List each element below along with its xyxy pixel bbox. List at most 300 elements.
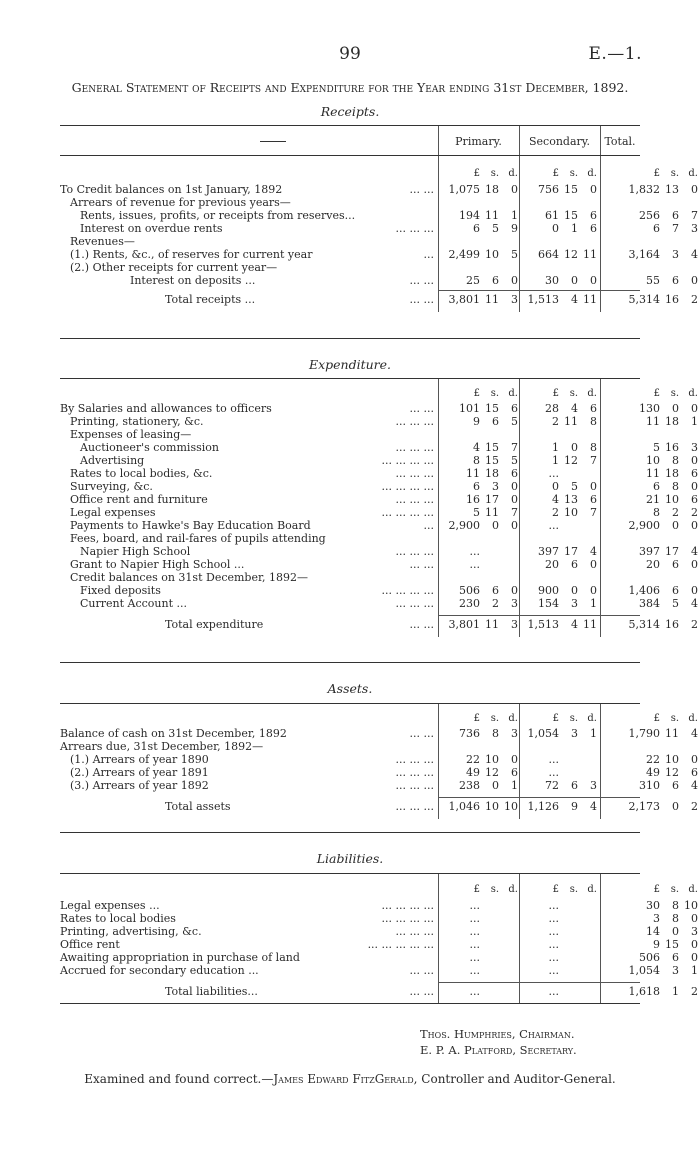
assets-row-total xyxy=(622,727,698,740)
auditor-name: James Edward FitzGerald xyxy=(273,1072,414,1086)
receipts-row-total-s: 7 xyxy=(672,222,679,235)
liabilities-total-primary xyxy=(442,985,518,998)
liabilities-total-total-l: 1,618 xyxy=(628,985,660,998)
expenditure-row-primary-s: 17 xyxy=(485,493,499,506)
liabilities-row-primary xyxy=(442,899,518,912)
expenditure-row-total-l: 2,900 xyxy=(628,519,660,532)
expenditure-row-leader: ... ... ... xyxy=(395,493,434,506)
expenditure-units-primary-pence: d. xyxy=(508,388,518,399)
assets-units-primary-pence: d. xyxy=(508,713,518,724)
receipts-row-primary-l: 25 xyxy=(466,274,480,287)
receipts-row-secondary xyxy=(521,248,597,261)
column-head-rule xyxy=(60,155,640,156)
liabilities-row-secondary-s xyxy=(559,912,578,925)
liabilities-units-total-pence: d. xyxy=(688,884,698,895)
assets-row-primary-s: 10 xyxy=(485,753,499,766)
assets-row-secondary-d: 3 xyxy=(590,779,597,792)
expenditure-row-total-l: 10 xyxy=(646,454,660,467)
assets-row-primary xyxy=(442,779,518,792)
liabilities-row-primary-d xyxy=(499,938,518,951)
assets-row xyxy=(60,727,698,740)
liabilities-row-total xyxy=(622,899,698,912)
liabilities-row-label: Office rent xyxy=(60,938,120,951)
expenditure-row-label: Rates to local bodies, &c. xyxy=(70,467,213,480)
receipts-row-secondary-s: 12 xyxy=(564,248,578,261)
receipts-row-secondary-d: 6 xyxy=(590,209,597,222)
receipts-row-primary xyxy=(442,209,518,222)
expenditure-row-secondary-s: 0 xyxy=(571,441,578,454)
assets-row-secondary xyxy=(521,753,597,766)
column-head-secondary: Secondary. xyxy=(528,135,591,148)
liabilities-row-primary-s xyxy=(480,912,499,925)
expenditure-row-secondary-d: 7 xyxy=(590,506,597,519)
expenditure-row-primary-d: 0 xyxy=(511,519,518,532)
expenditure-row-secondary-l: ... xyxy=(548,519,559,532)
expenditure-row-secondary-l: 0 xyxy=(552,480,559,493)
receipts-total-primary xyxy=(442,293,518,306)
expenditure-row-primary-d: 7 xyxy=(511,441,518,454)
expenditure-row-secondary-l: 154 xyxy=(538,597,559,610)
expenditure-units-primary-pound: £ xyxy=(473,388,480,399)
receipts-row-secondary-l: 30 xyxy=(545,274,559,287)
liabilities-row-primary-l: ... xyxy=(469,912,480,925)
expenditure-row-total-d: 0 xyxy=(691,519,698,532)
expenditure-row-primary xyxy=(442,480,518,493)
examined-suffix: , Controller and Auditor-General. xyxy=(413,1072,616,1086)
expenditure-row-total-s: 16 xyxy=(665,441,679,454)
expenditure-row-secondary-l: 1 xyxy=(552,454,559,467)
expenditure-row-secondary xyxy=(521,597,597,610)
expenditure-row-leader: ... ... xyxy=(409,558,434,571)
receipts-units-total-pound: £ xyxy=(653,168,660,179)
liabilities-row-primary-d xyxy=(499,925,518,938)
receipts-row xyxy=(60,183,698,196)
expenditure-row-secondary-l: 397 xyxy=(538,545,559,558)
assets-total-primary-d: 10 xyxy=(504,800,518,813)
liabilities-row-primary-d xyxy=(499,964,518,977)
expenditure-row-total-l: 11 xyxy=(646,467,660,480)
liabilities-units-primary-pound: £ xyxy=(473,884,480,895)
expenditure-row-primary xyxy=(442,506,518,519)
expenditure-row-secondary-d: 6 xyxy=(590,402,597,415)
receipts-row-secondary xyxy=(521,183,597,196)
receipts-row-secondary-d: 11 xyxy=(583,248,597,261)
assets-row-primary xyxy=(442,766,518,779)
expenditure-row-total-l: 20 xyxy=(646,558,660,571)
liabilities-row-primary xyxy=(442,925,518,938)
receipts-total-secondary-d: 11 xyxy=(583,293,597,306)
assets-row-primary-d: 0 xyxy=(511,753,518,766)
assets-total-rule xyxy=(438,797,640,798)
receipts-row-primary-s: 10 xyxy=(485,248,499,261)
expenditure-row-total-d: 6 xyxy=(691,493,698,506)
expenditure-row-primary-l: 8 xyxy=(473,454,480,467)
expenditure-row-total-l: 397 xyxy=(639,545,660,558)
expenditure-row-secondary xyxy=(521,441,597,454)
expenditure-row-total xyxy=(622,506,698,519)
assets-units-secondary xyxy=(521,713,597,725)
liabilities-row-total xyxy=(622,951,698,964)
liabilities-units-secondary xyxy=(521,884,597,896)
liabilities-row-primary-s xyxy=(480,951,499,964)
assets-row-total-l: 49 xyxy=(646,766,660,779)
receipts-total-primary-l: 3,801 xyxy=(448,293,480,306)
expenditure-row-label: Office rent and furniture xyxy=(70,493,208,506)
liabilities-row-leader: ... ... ... ... ... xyxy=(367,938,434,951)
expenditure-row-label: Napier High School xyxy=(80,545,191,558)
expenditure-row-primary-l: ... xyxy=(469,545,480,558)
expenditure-row-secondary-d: 4 xyxy=(590,545,597,558)
liabilities-row-leader: ... ... ... ... xyxy=(381,912,434,925)
expenditure-row-total xyxy=(622,584,698,597)
assets-row-secondary-l: 72 xyxy=(545,779,559,792)
expenditure-row-total-d: 0 xyxy=(691,558,698,571)
receipts-total-secondary-l: 1,513 xyxy=(527,293,559,306)
liabilities-row-secondary-s xyxy=(559,951,578,964)
expenditure-row-secondary-s: 17 xyxy=(564,545,578,558)
expenditure-row xyxy=(60,571,640,584)
expenditure-row-primary xyxy=(442,584,518,597)
expenditure-units-total-shilling: s. xyxy=(670,388,679,399)
liabilities-row-primary-d xyxy=(499,912,518,925)
liabilities-row-total-l: 506 xyxy=(639,951,660,964)
expenditure-row-primary xyxy=(442,402,518,415)
expenditure-row xyxy=(60,558,698,571)
expenditure-row-leader: ... ... ... ... xyxy=(381,480,434,493)
liabilities-units-secondary-pence: d. xyxy=(587,884,597,895)
expenditure-row-primary-s: 15 xyxy=(485,441,499,454)
expenditure-total-primary-l: 3,801 xyxy=(448,618,480,631)
assets-heading: Assets. xyxy=(327,681,373,696)
liabilities-row-total-s: 0 xyxy=(672,925,679,938)
expenditure-row-primary-d: 3 xyxy=(511,597,518,610)
receipts-row-primary xyxy=(442,248,518,261)
liabilities-total-primary-l: ... xyxy=(469,985,480,998)
receipts-row-primary xyxy=(442,183,518,196)
assets-row-secondary-d: 1 xyxy=(590,727,597,740)
expenditure-row-primary-d: 6 xyxy=(511,402,518,415)
expenditure-row-secondary-l: ... xyxy=(548,467,559,480)
liabilities-row xyxy=(60,964,698,977)
receipts-units-total xyxy=(622,168,698,180)
expenditure-row-secondary-d xyxy=(578,519,597,532)
liabilities-total-primary-d xyxy=(499,985,518,998)
assets-row-secondary-l: ... xyxy=(548,753,559,766)
column-head-total: Total. xyxy=(604,135,636,148)
liabilities-row-primary-l: ... xyxy=(469,938,480,951)
liabilities-row-total-s: 15 xyxy=(665,938,679,951)
expenditure-row-secondary-d: 7 xyxy=(590,454,597,467)
expenditure-row-secondary-s: 10 xyxy=(564,506,578,519)
assets-top-rule xyxy=(60,703,640,704)
expenditure-units-secondary-pound: £ xyxy=(552,388,559,399)
assets-row-total-s: 10 xyxy=(665,753,679,766)
expenditure-row-secondary-d: 6 xyxy=(590,493,597,506)
expenditure-row-primary-l: 16 xyxy=(466,493,480,506)
expenditure-row-primary-s: 2 xyxy=(492,597,499,610)
receipts-row xyxy=(60,248,698,261)
liabilities-row xyxy=(60,951,698,964)
liabilities-total-total-d: 2 xyxy=(691,985,698,998)
expenditure-units-secondary-pence: d. xyxy=(587,388,597,399)
expenditure-row-primary xyxy=(442,519,518,532)
expenditure-total-total-s: 16 xyxy=(665,618,679,631)
liabilities-row-total-s: 8 xyxy=(672,912,679,925)
expenditure-row-primary xyxy=(442,597,518,610)
assets-row xyxy=(60,753,698,766)
assets-row-secondary-s: 6 xyxy=(571,779,578,792)
receipts-row-secondary-s: 0 xyxy=(571,274,578,287)
expenditure-row-primary xyxy=(442,545,518,558)
assets-row-secondary-l: ... xyxy=(548,766,559,779)
expenditure-row xyxy=(60,415,698,428)
expenditure-row-leader: ... ... xyxy=(409,402,434,415)
liabilities-units-primary-shilling: s. xyxy=(490,884,499,895)
expenditure-row-leader: ... ... ... xyxy=(395,441,434,454)
receipts-row xyxy=(60,196,640,209)
receipts-row-secondary-l: 664 xyxy=(538,248,559,261)
receipts-row xyxy=(60,235,640,248)
receipts-row-total-d: 0 xyxy=(691,183,698,196)
expenditure-total-primary-d: 3 xyxy=(511,618,518,631)
receipts-units-total-shilling: s. xyxy=(670,168,679,179)
assets-row-total-l: 22 xyxy=(646,753,660,766)
assets-row-total-s: 12 xyxy=(665,766,679,779)
expenditure-row-secondary xyxy=(521,584,597,597)
liabilities-row-secondary-d xyxy=(578,925,597,938)
assets-total-secondary-d: 4 xyxy=(590,800,597,813)
expenditure-row-secondary-s: 12 xyxy=(564,454,578,467)
expenditure-row-label: Fixed deposits xyxy=(80,584,161,597)
expenditure-row-secondary xyxy=(521,402,597,415)
expenditure-row-total xyxy=(622,454,698,467)
expenditure-row-primary-d: 7 xyxy=(511,506,518,519)
expenditure-row-total-s: 8 xyxy=(672,480,679,493)
expenditure-row-label: Payments to Hawke's Bay Education Board xyxy=(70,519,311,532)
liabilities-row-label: Legal expenses ... xyxy=(60,899,160,912)
assets-row-secondary-d xyxy=(578,766,597,779)
liabilities-row-primary xyxy=(442,938,518,951)
expenditure-row-total-s: 2 xyxy=(672,506,679,519)
assets-row-total-d: 6 xyxy=(691,766,698,779)
expenditure-total-rule xyxy=(438,615,640,616)
assets-row-leader: ... ... xyxy=(409,727,434,740)
liabilities-total-total xyxy=(622,985,698,998)
expenditure-row-primary xyxy=(442,467,518,480)
expenditure-row-total-s: 5 xyxy=(672,597,679,610)
expenditure-row-total-d: 0 xyxy=(691,402,698,415)
expenditure-row-secondary-d: 0 xyxy=(590,558,597,571)
expenditure-total-primary xyxy=(442,618,518,631)
expenditure-row-label: By Salaries and allowances to officers xyxy=(60,402,272,415)
expenditure-row-leader: ... ... ... xyxy=(395,467,434,480)
assets-row-total-d: 4 xyxy=(691,779,698,792)
receipts-units-primary-shilling: s. xyxy=(490,168,499,179)
expenditure-row-total xyxy=(622,441,698,454)
expenditure-row-primary-l: 101 xyxy=(459,402,480,415)
expenditure-row-primary-s: 0 xyxy=(492,519,499,532)
liabilities-row xyxy=(60,912,698,925)
assets-row-secondary-s xyxy=(559,753,578,766)
liabilities-units-secondary-shilling: s. xyxy=(569,884,578,895)
expenditure-row-secondary-l: 4 xyxy=(552,493,559,506)
receipts-units-primary xyxy=(442,168,518,180)
expenditure-row-primary-l: 2,900 xyxy=(448,519,480,532)
liabilities-units-secondary-pound: £ xyxy=(552,884,559,895)
expenditure-row-primary-s: 11 xyxy=(485,506,499,519)
expenditure-row-label: Current Account ... xyxy=(80,597,187,610)
expenditure-row-total-s: 8 xyxy=(672,454,679,467)
liabilities-units-primary xyxy=(442,884,518,896)
assets-total-secondary-l: 1,126 xyxy=(527,800,559,813)
expenditure-row-primary-s: 15 xyxy=(485,402,499,415)
liabilities-row-primary xyxy=(442,912,518,925)
expenditure-units-total-pence: d. xyxy=(688,388,698,399)
receipts-units-secondary-shilling: s. xyxy=(569,168,578,179)
expenditure-row-leader: ... ... ... xyxy=(395,415,434,428)
expenditure-row-primary-d: 0 xyxy=(511,480,518,493)
assets-row xyxy=(60,740,640,753)
receipts-row-secondary-d: 0 xyxy=(590,274,597,287)
liabilities-row-secondary xyxy=(521,899,597,912)
receipts-row-total-l: 6 xyxy=(653,222,660,235)
expenditure-row-secondary-d: 8 xyxy=(590,415,597,428)
receipts-row-secondary-d: 6 xyxy=(590,222,597,235)
expenditure-row-label: Grant to Napier High School ... xyxy=(70,558,245,571)
assets-row-label: (3.) Arrears of year 1892 xyxy=(70,779,209,792)
expenditure-row-secondary xyxy=(521,519,597,532)
assets-row xyxy=(60,779,698,792)
receipts-row-primary-l: 194 xyxy=(459,209,480,222)
liabilities-row-secondary-l: ... xyxy=(548,964,559,977)
receipts-row-primary-l: 6 xyxy=(473,222,480,235)
liabilities-row-leader: ... ... ... xyxy=(395,925,434,938)
assets-row-secondary-s xyxy=(559,766,578,779)
expenditure-row-secondary-l: 2 xyxy=(552,415,559,428)
expenditure-row-total-l: 384 xyxy=(639,597,660,610)
receipts-row-secondary-s: 1 xyxy=(571,222,578,235)
assets-row-primary-d: 6 xyxy=(511,766,518,779)
assets-row-primary-l: 238 xyxy=(459,779,480,792)
liabilities-row-total-d: 0 xyxy=(691,951,698,964)
liabilities-row-secondary-d xyxy=(578,912,597,925)
expenditure-total-primary-s: 11 xyxy=(485,618,499,631)
liabilities-row-total-d: 10 xyxy=(684,899,698,912)
expenditure-row-leader: ... ... ... xyxy=(395,545,434,558)
liabilities-row-leader: ... ... ... ... xyxy=(381,899,434,912)
receipts-row xyxy=(60,274,698,287)
receipts-units-primary-pence: d. xyxy=(508,168,518,179)
expenditure-row-total-d: 0 xyxy=(691,584,698,597)
receipts-row-label: Interest on overdue rents xyxy=(80,222,223,235)
liabilities-row-leader: ... ... xyxy=(409,964,434,977)
receipts-row-total-l: 1,832 xyxy=(628,183,660,196)
expenditure-row-secondary xyxy=(521,493,597,506)
expenditure-row-secondary-l: 2 xyxy=(552,506,559,519)
expenditure-units-primary xyxy=(442,388,518,400)
receipts-row-total xyxy=(622,222,698,235)
expenditure-row-total xyxy=(622,545,698,558)
expenditure-units-primary-shilling: s. xyxy=(490,388,499,399)
expenditure-row xyxy=(60,480,698,493)
liabilities-total-label: Total liabilities... xyxy=(165,985,258,998)
expenditure-row-total xyxy=(622,467,698,480)
assets-row-label: (1.) Arrears of year 1890 xyxy=(70,753,209,766)
receipts-total-secondary xyxy=(521,293,597,306)
expenditure-row-total xyxy=(622,519,698,532)
assets-row-primary-d: 3 xyxy=(511,727,518,740)
liabilities-total-secondary-l: ... xyxy=(548,985,559,998)
expenditure-heading: Expenditure. xyxy=(308,357,392,372)
chairman-signature: Thos. Humphries, Chairman. xyxy=(420,1027,575,1041)
expenditure-row-primary-d: 0 xyxy=(511,493,518,506)
expenditure-row-primary-d xyxy=(499,558,518,571)
expenditure-row-primary-l: 4 xyxy=(473,441,480,454)
assets-row-total-d: 4 xyxy=(691,727,698,740)
assets-units-total-shilling: s. xyxy=(670,713,679,724)
expenditure-row-total-l: 1,406 xyxy=(628,584,660,597)
liabilities-row-secondary-d xyxy=(578,964,597,977)
assets-row-label: Balance of cash on 31st December, 1892 xyxy=(60,727,287,740)
receipts-row xyxy=(60,222,698,235)
assets-row-total-d: 0 xyxy=(691,753,698,766)
receipts-row-secondary-l: 61 xyxy=(545,209,559,222)
expenditure-row-secondary-s: 4 xyxy=(571,402,578,415)
receipts-row-primary-s: 18 xyxy=(485,183,499,196)
assets-row-primary-s: 12 xyxy=(485,766,499,779)
expenditure-row xyxy=(60,597,698,610)
expenditure-row-secondary xyxy=(521,467,597,480)
liabilities-row-total-l: 14 xyxy=(646,925,660,938)
liabilities-row-label: Printing, advertising, &c. xyxy=(60,925,202,938)
expenditure-row-primary-s xyxy=(480,545,499,558)
expenditure-row-primary-l: 5 xyxy=(473,506,480,519)
assets-row-secondary-s: 3 xyxy=(571,727,578,740)
receipts-row-label: (1.) Rents, &c., of reserves for current year xyxy=(70,248,313,261)
assets-units-total xyxy=(622,713,698,725)
receipts-row-label: (2.) Other receipts for current year— xyxy=(70,261,278,274)
assets-row-secondary xyxy=(521,779,597,792)
liabilities-row-primary-s xyxy=(480,899,499,912)
assets-row-label: Arrears due, 31st December, 1892— xyxy=(60,740,264,753)
assets-row-secondary xyxy=(521,766,597,779)
expenditure-row-leader: ... ... ... ... xyxy=(381,506,434,519)
page-number: 99 xyxy=(339,44,361,64)
receipts-units-secondary-pound: £ xyxy=(552,168,559,179)
expenditure-total-secondary-l: 1,513 xyxy=(527,618,559,631)
expenditure-row-total-l: 6 xyxy=(653,480,660,493)
expenditure-row xyxy=(60,402,698,415)
expenditure-row-primary-d: 6 xyxy=(511,467,518,480)
receipts-row-primary-s: 5 xyxy=(492,222,499,235)
expenditure-row-label: Fees, board, and rail-fares of pupils attending xyxy=(70,532,326,545)
expenditure-row-secondary-d: 0 xyxy=(590,480,597,493)
liabilities-row-total-s: 8 xyxy=(672,899,679,912)
expenditure-units-secondary-shilling: s. xyxy=(569,388,578,399)
expenditure-row-primary-s: 6 xyxy=(492,584,499,597)
liabilities-bottom-rule xyxy=(60,1003,640,1004)
assets-row-total-s: 11 xyxy=(665,727,679,740)
liabilities-row-secondary xyxy=(521,925,597,938)
receipts-row xyxy=(60,261,640,274)
expenditure-row-leader: ... xyxy=(423,519,434,532)
assets-total-row xyxy=(60,800,698,813)
column-head-dash xyxy=(260,141,286,142)
expenditure-total-leader: ... ... xyxy=(409,618,434,631)
expenditure-bottom-rule xyxy=(60,662,640,663)
liabilities-row-primary-l: ... xyxy=(469,964,480,977)
expenditure-row-label: Expenses of leasing— xyxy=(70,428,192,441)
